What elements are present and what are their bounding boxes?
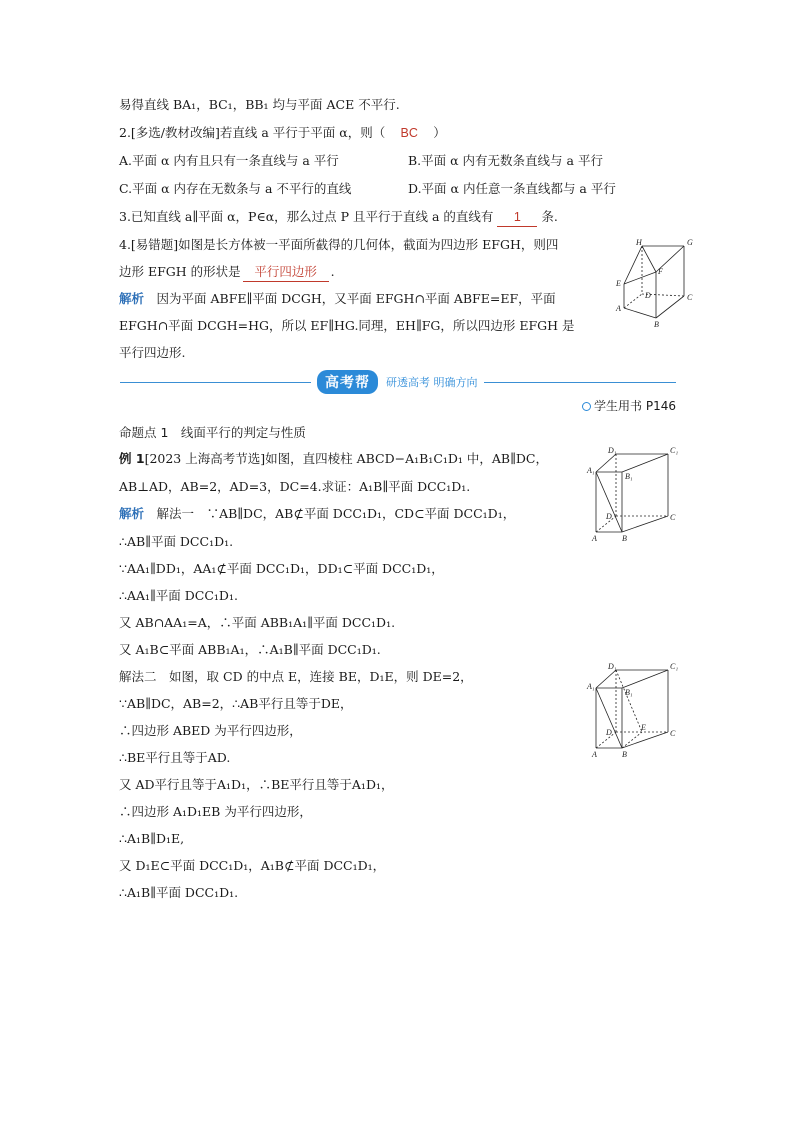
vertex-label: C bbox=[670, 513, 676, 522]
method-1-line-3: ∵AA₁∥DD₁，AA₁⊄平面 DCC₁D₁，DD₁⊂平面 DCC₁D₁， bbox=[119, 561, 444, 576]
figure-prism-2 bbox=[586, 662, 686, 760]
vertex-label: B bbox=[654, 320, 659, 329]
question-2-answer: BC bbox=[400, 126, 418, 140]
vertex-label: D₁ bbox=[608, 662, 617, 671]
method-1-line-4: ∴AA₁∥平面 DCC₁D₁. bbox=[119, 588, 238, 603]
method-2-line-9: ∴A₁B∥平面 DCC₁D₁. bbox=[119, 885, 239, 900]
vertex-label: A bbox=[592, 534, 597, 543]
method-2-title: 解法二 bbox=[119, 669, 157, 684]
question-4-line-2 bbox=[119, 263, 335, 282]
method-2-line-2: ∵AB∥DC，AB=2，∴AB平行且等于DE， bbox=[119, 696, 353, 711]
example-text: [2023 上海高考节选]如图，直四棱柱 ABCD−A₁B₁C₁D₁ 中，AB∥DC， bbox=[144, 451, 548, 466]
question-3 bbox=[119, 208, 558, 227]
circle-icon bbox=[582, 402, 591, 411]
banner-subtitle: 研透高考 明确方向 bbox=[386, 376, 478, 389]
solution-label: 解析 bbox=[119, 291, 145, 306]
option-c: C.平面 α 内存在无数条与 a 不平行的直线 bbox=[119, 181, 352, 196]
vertex-label: B₁ bbox=[625, 472, 633, 481]
question-4-answer: 平行四边形 bbox=[243, 263, 329, 282]
vertex-label: A bbox=[616, 304, 621, 313]
example-label: 例 1 bbox=[119, 451, 145, 466]
method-1-line-6: 又 A₁B⊂平面 ABB₁A₁，∴A₁B∥平面 DCC₁D₁. bbox=[119, 642, 381, 657]
option-d: D.平面 α 内任意一条直线都与 a 平行 bbox=[408, 181, 616, 196]
vertex-label: D₁ bbox=[608, 446, 617, 455]
method-1-text: ∵AB∥DC，AB⊄平面 DCC₁D₁，CD⊂平面 DCC₁D₁， bbox=[206, 506, 516, 521]
example-1-line-1 bbox=[119, 450, 548, 468]
figure-prism-1 bbox=[586, 446, 686, 544]
vertex-label: B₁ bbox=[625, 688, 633, 697]
vertex-label: E bbox=[641, 723, 646, 732]
question-3-end: 条. bbox=[541, 209, 558, 224]
method-1-line-1 bbox=[119, 505, 515, 523]
banner-badge bbox=[311, 370, 484, 394]
method-2-line-3: ∴四边形 ABED 为平行四边形， bbox=[119, 723, 302, 738]
example-1-line-2: AB⊥AD，AB=2，AD=3，DC=4.求证：A₁B∥平面 DCC₁D₁. bbox=[119, 479, 471, 494]
topic-heading: 命题点 1 线面平行的判定与性质 bbox=[119, 425, 306, 440]
question-4-end: . bbox=[330, 264, 335, 279]
method-2-line-7: ∴A₁B∥D₁E, bbox=[119, 831, 185, 846]
section-banner bbox=[120, 374, 676, 392]
question-3-stem: 3.已知直线 a∥平面 α，P∈α，那么过点 P 且平行于直线 a 的直线有 bbox=[119, 209, 494, 224]
solution-4-line-2: EFGH∩平面 DCGH=HG，所以 EF∥HG.同理，EH∥FG，所以四边形 EFGH 是 bbox=[119, 318, 575, 333]
solution-4-line-3: 平行四边形. bbox=[119, 345, 186, 360]
vertex-label: B bbox=[622, 750, 627, 759]
method-2-line-4: ∴BE平行且等于AD. bbox=[119, 750, 231, 765]
vertex-label: D bbox=[606, 512, 612, 521]
vertex-label: C₁ bbox=[670, 662, 679, 671]
solution-label: 解析 bbox=[119, 506, 145, 521]
book-reference bbox=[582, 397, 676, 414]
question-3-answer: 1 bbox=[497, 208, 537, 227]
method-2-line-8: 又 D₁E⊂平面 DCC₁D₁，A₁B⊄平面 DCC₁D₁， bbox=[119, 858, 386, 873]
question-2-end: ） bbox=[433, 125, 446, 140]
vertex-label: C bbox=[670, 729, 676, 738]
vertex-label: C bbox=[687, 293, 693, 302]
vertex-label: D bbox=[645, 291, 651, 300]
question-2-stem: 2.[多选/教材改编]若直线 a 平行于平面 α，则（ bbox=[119, 125, 386, 140]
vertex-label: E bbox=[616, 279, 621, 288]
method-2-line-6: ∴四边形 A₁D₁EB 为平行四边形， bbox=[119, 804, 312, 819]
vertex-label: A₁ bbox=[587, 466, 595, 475]
vertex-label: H bbox=[636, 238, 642, 247]
vertex-label: G bbox=[687, 238, 693, 247]
method-1-line-5: 又 AB∩AA₁=A，∴平面 ABB₁A₁∥平面 DCC₁D₁. bbox=[119, 615, 396, 630]
question-4-line-1: 4.[易错题]如图是长方体被一平面所截得的几何体，截面为四边形 EFGH，则四 bbox=[119, 237, 559, 252]
option-b: B.平面 α 内有无数条直线与 a 平行 bbox=[408, 153, 603, 168]
text-line: 易得直线 BA₁，BC₁，BB₁ 均与平面 ACE 不平行. bbox=[119, 97, 400, 112]
solution-4-line-1 bbox=[119, 290, 556, 308]
vertex-label: F bbox=[658, 267, 663, 276]
method-2-line-5: 又 AD平行且等于A₁D₁，∴BE平行且等于A₁D₁， bbox=[119, 777, 394, 792]
vertex-label: B bbox=[622, 534, 627, 543]
method-2-text: 如图，取 CD 的中点 E，连接 BE，D₁E，则 DE=2， bbox=[169, 669, 473, 684]
vertex-label: D bbox=[606, 728, 612, 737]
book-reference-text: 学生用书 P146 bbox=[594, 399, 676, 413]
vertex-label: C₁ bbox=[670, 446, 679, 455]
solution-text: 因为平面 ABFE∥平面 DCGH，又平面 EFGH∩平面 ABFE=EF，平面 bbox=[156, 291, 556, 306]
question-2 bbox=[119, 124, 446, 142]
banner-title: 高考帮 bbox=[317, 370, 378, 394]
vertex-label: A₁ bbox=[587, 682, 595, 691]
method-2-line-1 bbox=[119, 668, 473, 686]
method-1-line-2: ∴AB∥平面 DCC₁D₁. bbox=[119, 534, 234, 549]
question-4-stem: 边形 EFGH 的形状是 bbox=[119, 264, 241, 279]
vertex-label: A bbox=[592, 750, 597, 759]
method-1-title: 解法一 bbox=[156, 506, 195, 521]
option-a: A.平面 α 内有且只有一条直线与 a 平行 bbox=[119, 153, 339, 168]
figure-truncated-box bbox=[612, 234, 702, 330]
